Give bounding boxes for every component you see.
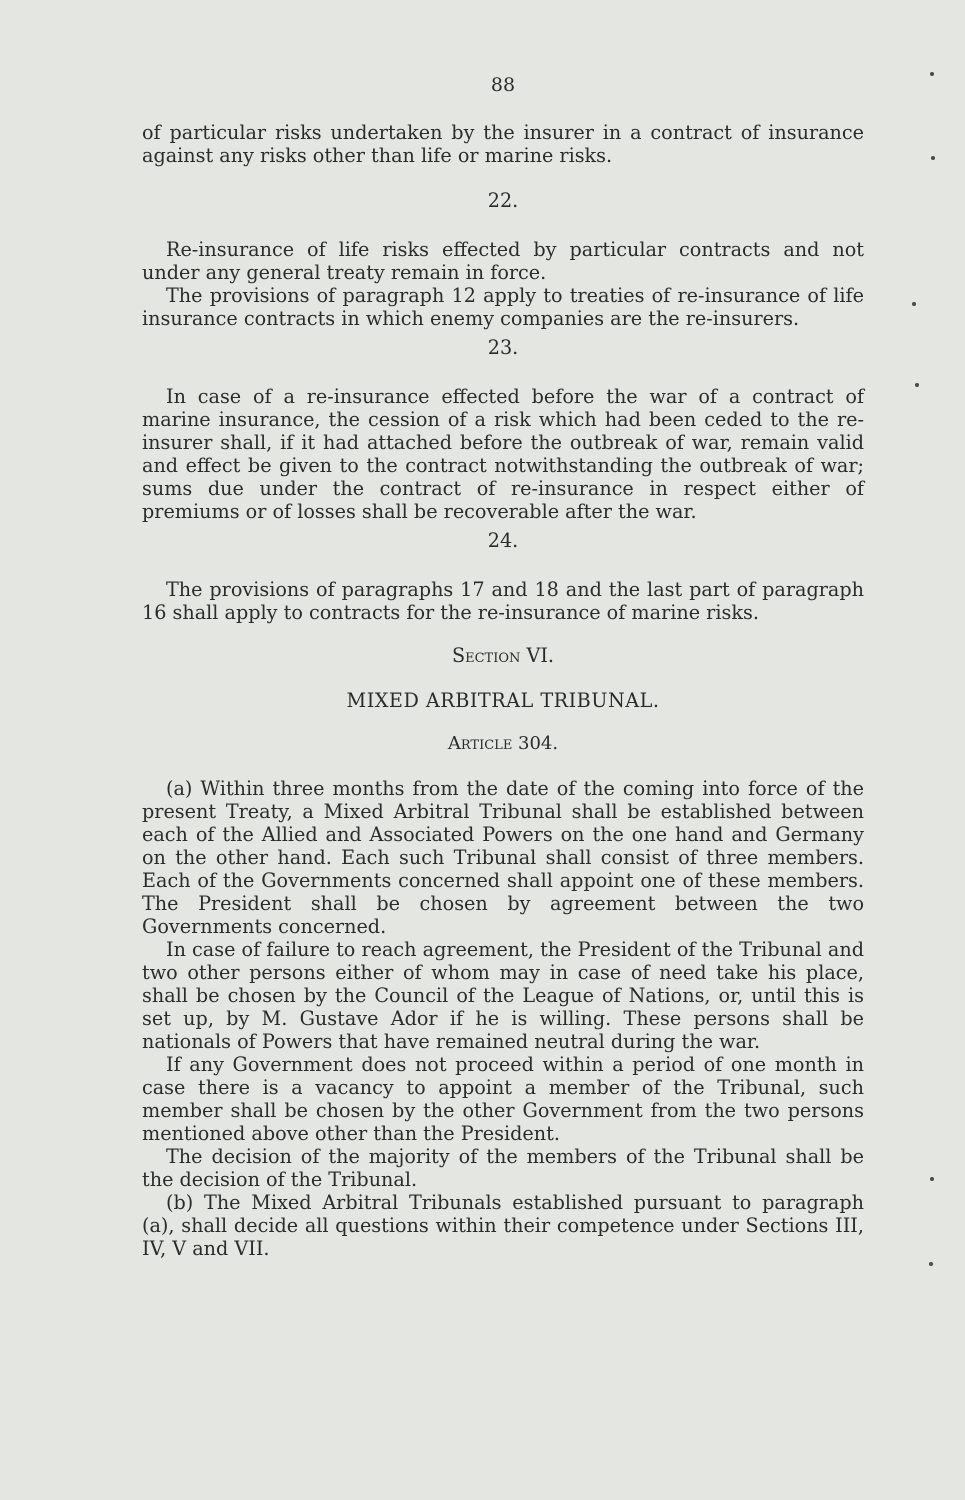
- article-paragraph-a: (a) Within three months from the date of the coming into force of the present Treaty, a Mixed Arbitral Tribunal shall be established between each of the Allied and Associated Powers on the one hand and Germany on the other hand. Each such Tribunal shall consist of three members. Each of the Governments concerned shall appoint one of these members. The President shall be chosen by agreement between the two Governments concerned.: [142, 777, 864, 938]
- scan-speck: [930, 1177, 934, 1181]
- scan-speck: [912, 302, 916, 306]
- article-paragraph-b: (b) The Mixed Arbitral Tribunals established pursuant to paragraph (a), shall decide all questions within their competence under Sections III, IV, V and VII.: [142, 1191, 864, 1260]
- paragraph-number-24: 24.: [487, 529, 519, 552]
- scan-speck: [931, 156, 935, 160]
- scan-speck: [930, 72, 934, 76]
- page-number: 88: [490, 74, 516, 96]
- paragraph-23-text: In case of a re-insurance effected before the war of a contract of marine insurance, the cession of a risk which had been ceded to the re-insurer shall, if it had attached before the outbreak of war, remain valid and effect be given to the contract notwithstanding the outbreak of war; sums due under the contract of re-insurance in respect either of premiums or of losses shall be recoverable after the war.: [142, 385, 864, 523]
- article-heading: Article 304.: [447, 733, 559, 754]
- document-page: [142, 74, 864, 1260]
- tribunal-heading: MIXED ARBITRAL TRIBUNAL.: [346, 689, 660, 712]
- paragraph-22-text-1: Re-insurance of life risks effected by particular contracts and not under any general treaty remain in force.: [142, 238, 864, 284]
- section-heading: Section VI.: [451, 644, 555, 667]
- article-paragraph-majority: The decision of the majority of the members of the Tribunal shall be the decision of the Tribunal.: [142, 1145, 864, 1191]
- scan-speck: [915, 383, 919, 387]
- paragraph-24-text: The provisions of paragraphs 17 and 18 and the last part of paragraph 16 shall apply to contracts for the re-insurance of marine risks.: [142, 578, 864, 624]
- scan-speck: [929, 1262, 933, 1266]
- paragraph-22-text-2: The provisions of paragraph 12 apply to treaties of re-insurance of life insurance contracts in which enemy companies are the re-insurers.: [142, 284, 864, 330]
- opening-continuation: of particular risks undertaken by the insurer in a contract of insurance against any risks other than life or marine risks.: [142, 121, 864, 167]
- article-paragraph-vacancy: If any Government does not proceed within a period of one month in case there is a vacancy to appoint a member of the Tribunal, such member shall be chosen by the other Government from the two persons mentioned above other than the President.: [142, 1053, 864, 1145]
- paragraph-number-22: 22.: [487, 189, 519, 212]
- article-paragraph-failure: In case of failure to reach agreement, the President of the Tribunal and two other persons either of whom may in case of need take his place, shall be chosen by the Council of the League of Nations, or, until this is set up, by M. Gustave Ador if he is willing. These persons shall be nationals of Powers that have remained neutral during the war.: [142, 938, 864, 1053]
- paragraph-number-23: 23.: [487, 336, 519, 359]
